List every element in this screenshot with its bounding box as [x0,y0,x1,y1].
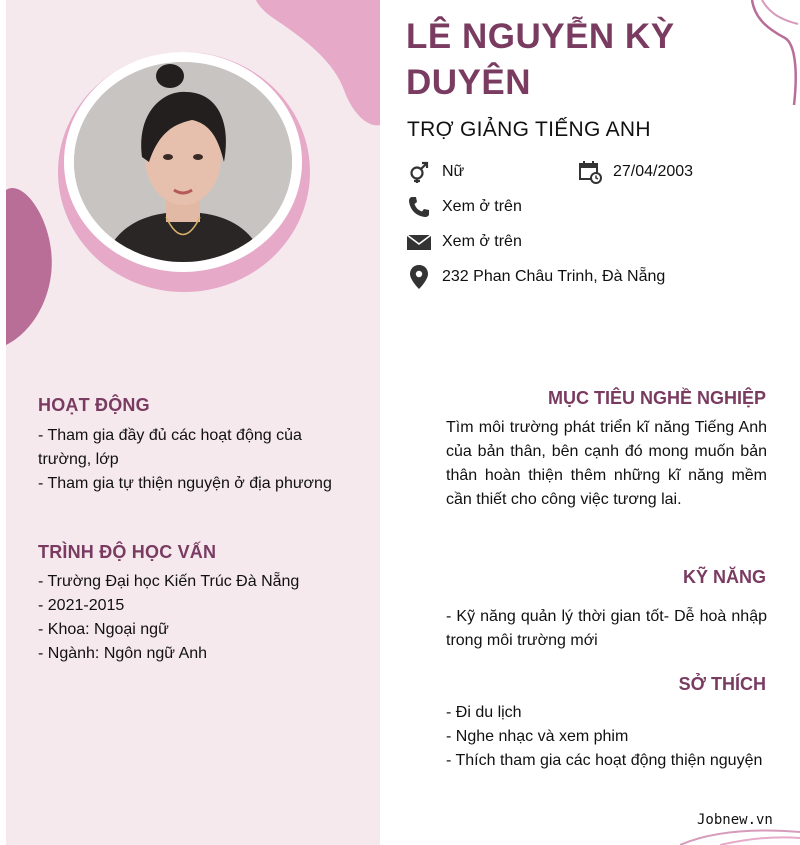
address-row [406,264,665,290]
list-item: - Tham gia đầy đủ các hoạt động của trường, lớp [38,427,302,468]
objective-text: Tìm môi trường phát triển kĩ năng Tiếng Anh của bản thân, bên cạnh đó mong muốn bản thân hoàn thiện thêm những kĩ năng mềm cần thiết cho công việc tương lai. [446,419,767,508]
watermark: Jobnew.vn [697,812,773,828]
birthday-row [577,159,693,185]
hobbies-list [446,701,767,773]
gender-icon [406,159,432,185]
calendar-icon [577,159,603,185]
education-title: TRÌNH ĐỘ HỌC VẤN [38,542,217,562]
birthday-value: 27/04/2003 [613,163,694,180]
list-item: - Khoa: Ngoại ngữ [38,621,169,638]
left-panel [6,0,380,845]
education-list [38,570,358,666]
location-pin-icon [406,264,432,290]
gender-value: Nữ [442,163,465,180]
candidate-name [406,14,726,106]
skills-text: - Kỹ năng quản lý thời gian tốt- Dễ hoà nhập trong môi trường mới [446,608,767,649]
name-line-2: DUYÊN [406,63,532,102]
activities-title: HOẠT ĐỘNG [38,395,150,415]
job-title: TRỢ GIẢNG TIẾNG ANH [407,118,651,141]
phone-value: Xem ở trên [442,198,522,215]
decorative-curve-top-right [740,0,800,110]
list-item: - Nghe nhạc và xem phim [446,728,629,745]
email-value: Xem ở trên [442,233,522,250]
list-item: - 2021-2015 [38,597,125,614]
email-row [406,229,522,255]
phone-row [406,194,522,220]
address-value: 232 Phan Châu Trinh, Đà Nẵng [442,268,666,285]
list-item: - Thích tham gia các hoạt động thiện nguyện [446,752,763,769]
activities-list [38,424,358,496]
envelope-icon [406,229,432,255]
profile-photo [74,62,292,262]
skills-title: KỸ NĂNG [682,567,766,587]
hobbies-title: SỞ THÍCH [678,674,766,694]
list-item: - Đi du lịch [446,704,522,721]
list-item: - Trường Đại học Kiến Trúc Đà Nẵng [38,573,300,590]
list-item: - Tham gia tự thiện nguyện ở địa phương [38,475,332,492]
list-item: - Ngành: Ngôn ngữ Anh [38,645,208,662]
phone-icon [406,194,432,220]
objective-title: MỤC TIÊU NGHỀ NGHIỆP [547,388,766,408]
gender-row [406,159,464,185]
name-line-1: LÊ NGUYỄN KỲ [406,17,675,56]
